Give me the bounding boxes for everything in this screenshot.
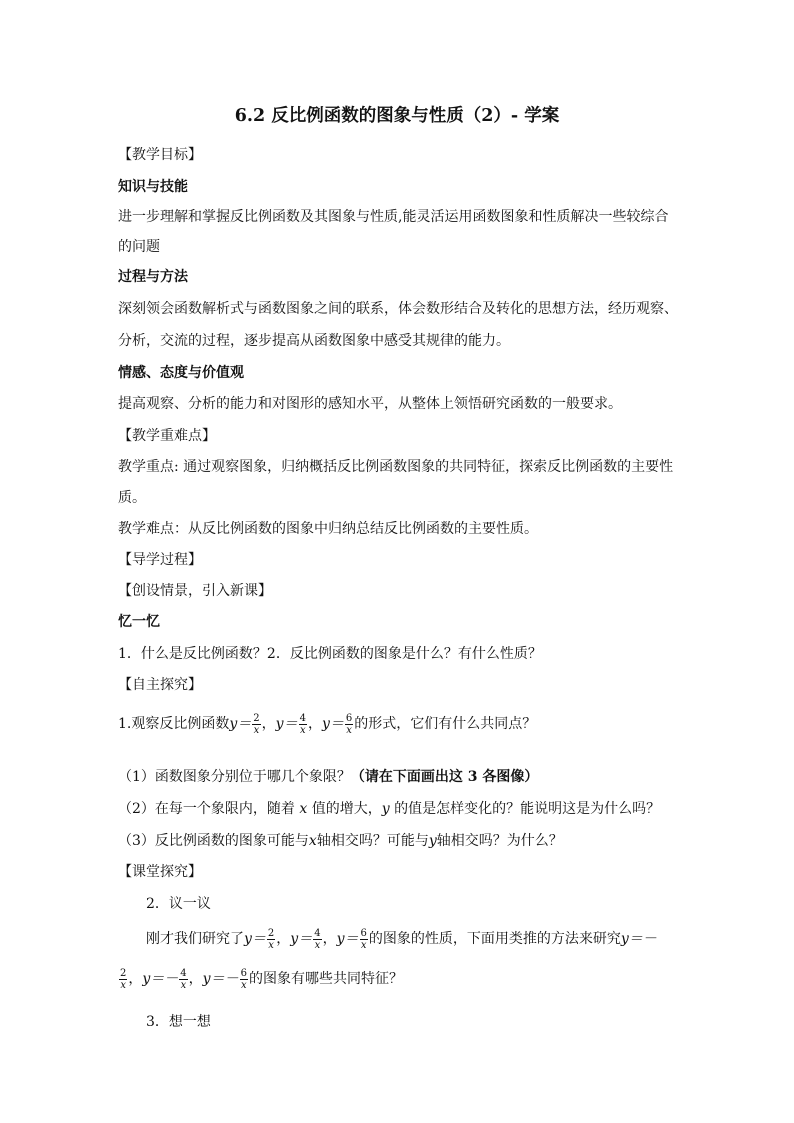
emotion-text: 提高观察、分析的能力和对图形的感知水平，从整体上领悟研究函数的一般要求。	[118, 396, 622, 412]
fraction-6-over-x: $\frac{6}{x}$	[345, 712, 353, 736]
question-1: 1.观察反比例函数y＝ $\frac{2}{x}$ ，y＝ $\frac{4}{x}$ ，y＝ $\frac{6}{x}$ 的形式，它们有什么共同点？	[118, 712, 537, 736]
fraction-6-over-x: $\frac{6}{x}$	[360, 927, 367, 951]
discuss-text-1: 刚才我们研究了y＝ $\frac{2}{x}$ ，y＝ $\frac{4}{x}$ ，y＝ $\frac{6}{x}$ 的图象的性质，下面用类推的方法来研究y＝－	[146, 927, 657, 951]
fraction-2-over-x: $\frac{2}{x}$	[120, 967, 127, 991]
sub-question-3: （3）反比例函数的图象可能与x轴相交吗？可能与y轴相交吗？为什么？	[118, 833, 563, 849]
key-point-1: 教学重点: 通过观察图象，归纳概括反比例函数图象的共同特征，探索反比例函数的主要性	[118, 459, 674, 475]
class-heading: 【课堂探究】	[118, 864, 202, 880]
eq-y-4: y＝	[275, 716, 298, 732]
fraction-2-over-x: $\frac{2}{x}$	[267, 927, 275, 951]
scene-heading: 【创设情景，引入新课】	[118, 583, 272, 599]
emotion-heading: 情感、态度与价值观	[118, 365, 244, 381]
key-point-2: 质。	[118, 490, 146, 506]
guide-heading: 【导学过程】	[118, 552, 202, 568]
fraction-4-over-x: $\frac{4}{x}$	[299, 712, 306, 736]
eq-y-6: y＝	[321, 716, 344, 732]
recall-heading: 忆一忆	[118, 614, 160, 630]
question-1-suffix: 的形式，它们有什么共同点？	[354, 716, 537, 732]
knowledge-text-2: 的问题	[118, 239, 160, 255]
fraction-6-over-x: $\frac{6}{x}$	[240, 967, 247, 991]
sub-question-1: （1）函数图象分别位于哪几个象限？（请在下面画出这 3 各图像）	[118, 769, 539, 785]
knowledge-heading: 知识与技能	[118, 179, 188, 195]
question-1-prefix: 1.观察反比例函数	[118, 716, 230, 732]
difficulty-text: 教学难点：从反比例函数的图象中归纳总结反比例函数的主要性质。	[118, 521, 538, 537]
knowledge-text-1: 进一步理解和掌握反比例函数及其图象与性质,能灵活运用函数图象和性质解决一些较综合	[118, 209, 669, 225]
discuss-text-2: $\frac{2}{x}$ ，y＝－ $\frac{4}{x}$ ，y＝－ $\frac{6}{x}$ 的图象有哪些共同特征？	[120, 967, 403, 991]
self-heading: 【自主探究】	[118, 677, 202, 693]
page-title: 6.2 反比例函数的图象与性质（2）- 学案	[234, 106, 560, 126]
goals-heading: 【教学目标】	[118, 147, 202, 163]
sub-question-2: （2）在每一个象限内，随着 x 值的增大，y 的值是怎样变化的？能说明这是为什么吗？	[118, 801, 661, 817]
process-text-1: 深刻领会函数解析式与函数图象之间的联系，体会数形结合及转化的思想方法，经历观察、	[118, 301, 678, 317]
fraction-2-over-x: $\frac{2}{x}$	[253, 712, 260, 736]
process-text-2: 分析，交流的过程，逐步提高从函数图象中感受其规律的能力。	[118, 333, 510, 349]
drawing-instruction: （请在下面画出这 3 各图像）	[350, 769, 539, 785]
fraction-4-over-x: $\frac{4}{x}$	[180, 967, 187, 991]
fraction-4-over-x: $\frac{4}{x}$	[314, 927, 321, 951]
process-heading: 过程与方法	[118, 269, 188, 285]
recall-text: 1．什么是反比例函数？2．反比例函数的图象是什么？有什么性质？	[118, 646, 542, 662]
eq-y-2: y＝	[229, 716, 252, 732]
key-heading: 【教学重难点】	[118, 428, 216, 444]
think-heading: 3．想一想	[146, 1014, 211, 1030]
discuss-heading: 2．议一议	[146, 896, 211, 912]
